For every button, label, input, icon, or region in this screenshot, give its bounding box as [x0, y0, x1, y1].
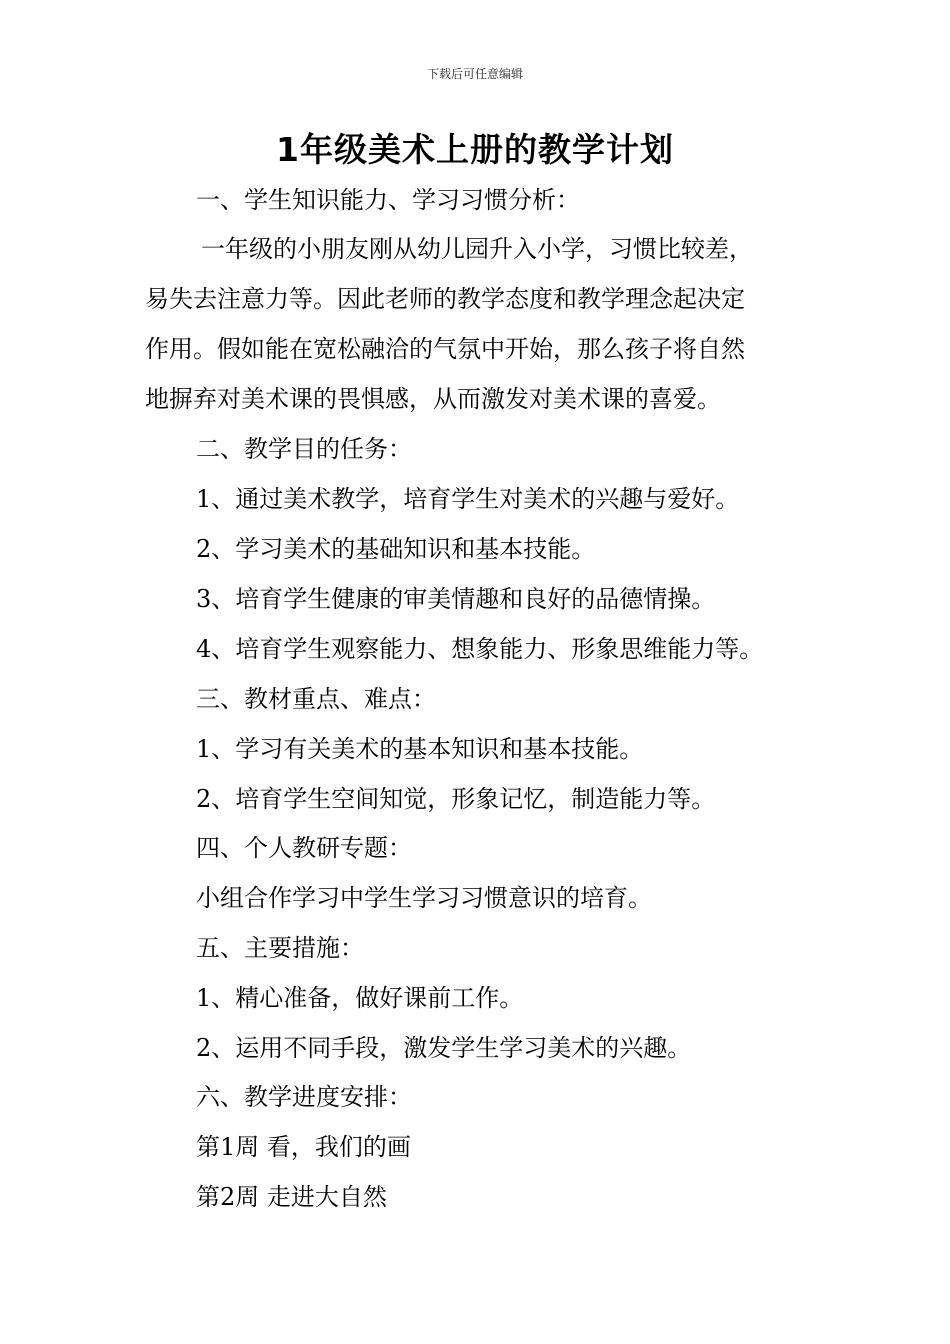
list-item: 3、培育学生健康的审美情趣和良好的品德情操。 — [196, 585, 716, 613]
list-item: 1、学习有关美术的基本知识和基本技能。 — [196, 735, 644, 763]
section-heading-4: 四、个人教研专题： — [196, 834, 412, 862]
list-item: 1、通过美术教学，培育学生对美术的兴趣与爱好。 — [196, 485, 740, 513]
document-title: 1年级美术上册的教学计划 — [276, 130, 674, 169]
section-heading-3: 三、教材重点、难点： — [196, 685, 436, 713]
list-item: 2、学习美术的基础知识和基本技能。 — [196, 535, 596, 563]
section-heading-5: 五、主要措施： — [196, 934, 364, 962]
section-paragraph-1 — [145, 224, 810, 424]
paragraph-line: 作用。假如能在宽松融洽的气氛中开始，那么孩子将自然 — [145, 335, 745, 363]
list-item: 1、精心准备，做好课前工作。 — [196, 984, 524, 1012]
list-item: 2、培育学生空间知觉，形象记忆，制造能力等。 — [196, 785, 716, 813]
section-heading-1: 一、学生知识能力、学习习惯分析： — [196, 186, 580, 214]
list-item: 小组合作学习中学生学习习惯意识的培育。 — [196, 884, 652, 912]
list-item: 4、培育学生观察能力、想象能力、形象思维能力等。 — [196, 635, 764, 663]
paragraph-line: 易失去注意力等。因此老师的教学态度和教学理念起决定 — [145, 285, 745, 313]
header-note: 下载后可任意编辑 — [426, 67, 523, 81]
section-heading-6: 六、教学进度安排： — [196, 1083, 412, 1111]
schedule-item: 第1周 看，我们的画 — [196, 1133, 411, 1161]
list-item: 2、运用不同手段，激发学生学习美术的兴趣。 — [196, 1034, 692, 1062]
paragraph-line: 一年级的小朋友刚从幼儿园升入小学，习惯比较差， — [201, 235, 753, 263]
paragraph-line: 地摒弃对美术课的畏惧感，从而激发对美术课的喜爱。 — [145, 385, 721, 413]
section-heading-2: 二、教学目的任务： — [196, 435, 412, 463]
schedule-item: 第2周 走进大自然 — [196, 1183, 387, 1211]
